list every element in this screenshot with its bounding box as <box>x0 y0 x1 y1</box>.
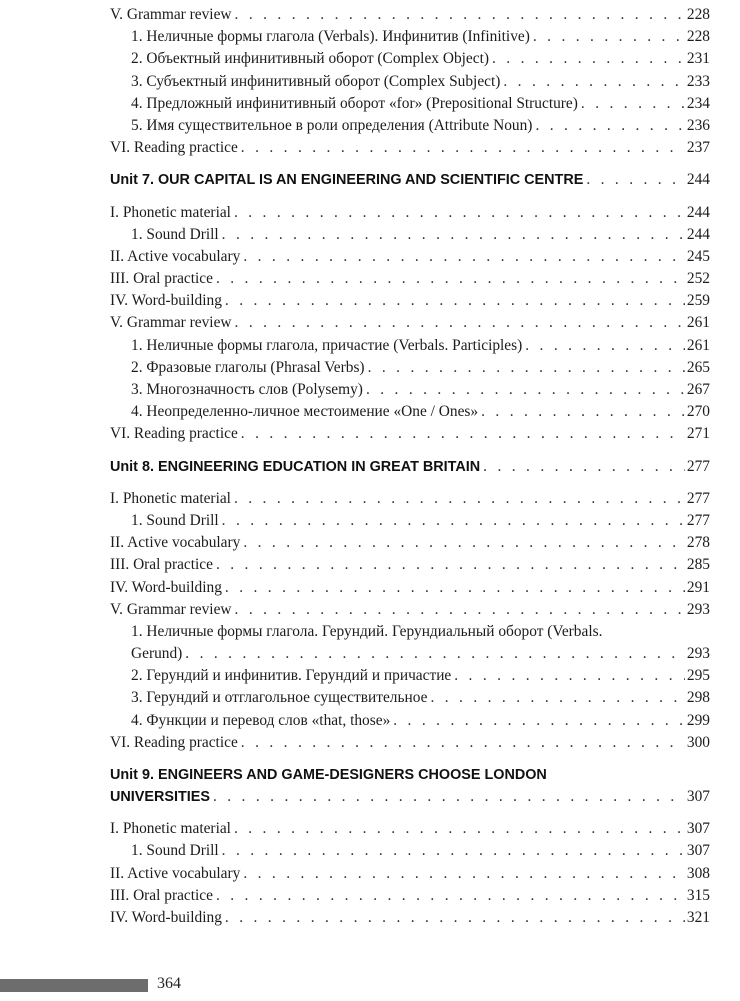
toc-entry-title: 1. Неличные формы глагола, причастие (Verbals. Participles) <box>131 336 523 354</box>
toc-entry-page: 259 <box>686 292 710 310</box>
toc-entry-title: II. Active vocabulary <box>110 534 241 552</box>
toc-entry-page: 321 <box>686 908 710 926</box>
toc-entry-title: Gerund) <box>131 645 183 663</box>
toc-entry-title: IV. Word-building <box>110 578 222 596</box>
toc-entry-page: 237 <box>686 139 710 157</box>
toc-entry[interactable] <box>110 510 710 532</box>
toc-entry[interactable] <box>110 423 710 445</box>
toc-entry-title: 1. Неличные формы глагола. Герундий. Герундиальный оборот (Verbals. <box>131 622 603 640</box>
toc-entry-title: I. Phonetic material <box>110 489 231 507</box>
toc-entry-page: 307 <box>686 842 710 860</box>
toc-entry[interactable] <box>110 312 710 334</box>
toc-entry[interactable] <box>110 732 710 754</box>
toc-entry-page: 261 <box>686 314 710 332</box>
toc-leader-dots <box>586 169 685 191</box>
toc-entry-page: 228 <box>686 6 710 23</box>
toc-entry-page: 291 <box>686 578 710 596</box>
toc-entry-page: 265 <box>686 358 710 376</box>
toc-entry-title: Unit 7. OUR CAPITAL IS AN ENGINEERING AND SCIENTIFIC CENTRE <box>110 172 584 189</box>
toc-entry-page: 244 <box>686 203 710 221</box>
toc-entry-title: VI. Reading practice <box>110 733 238 751</box>
toc-entry-title: Unit 8. ENGINEERING EDUCATION IN GREAT BRITAIN <box>110 458 481 475</box>
toc-entry-page: 307 <box>686 820 710 838</box>
toc-entry-title: 1. Sound Drill <box>131 225 219 243</box>
toc-leader-dots <box>185 643 685 665</box>
toc-entry[interactable] <box>110 863 710 885</box>
unit-heading-title: Unit 9. ENGINEERS AND GAME-DESIGNERS CHOOSE LONDON <box>110 767 547 783</box>
toc-entry-page: 245 <box>686 247 710 265</box>
toc-entry-title: I. Phonetic material <box>110 820 231 838</box>
toc-leader-dots <box>492 48 685 70</box>
toc-entry-page: 278 <box>686 534 710 552</box>
toc-entry-page: 293 <box>686 600 710 618</box>
toc-leader-dots <box>234 202 685 224</box>
toc-entry-page: 271 <box>686 425 710 443</box>
toc-leader-dots <box>216 554 685 576</box>
toc-entry[interactable] <box>110 379 710 401</box>
toc-entry-title: 2. Фразовые глаголы (Phrasal Verbs) <box>131 358 365 376</box>
toc-entry[interactable] <box>110 268 710 290</box>
toc-leader-dots <box>222 224 685 246</box>
toc-entry-title: 3. Субъектный инфинитивный оборот (Complex Subject) <box>131 72 501 90</box>
toc-entry[interactable] <box>110 401 710 423</box>
toc-entry-page: 267 <box>686 381 710 398</box>
toc-leader-dots <box>222 840 685 862</box>
toc-leader-dots <box>225 907 685 929</box>
toc-leader-dots <box>241 137 685 159</box>
toc-leader-dots <box>243 863 685 885</box>
toc-entry-title: III. Oral practice <box>110 556 213 574</box>
toc-entry[interactable] <box>110 840 710 862</box>
toc-entry[interactable] <box>110 885 710 907</box>
toc-entry-page: 298 <box>686 689 710 707</box>
toc-entry[interactable] <box>110 4 710 26</box>
toc-entry-title: V. Grammar review <box>110 6 232 23</box>
toc-entry[interactable] <box>110 710 710 732</box>
toc-entry-page: 231 <box>686 50 710 68</box>
toc-entry-page: 244 <box>686 225 710 243</box>
toc-leader-dots <box>225 290 685 312</box>
toc-entry-page: 244 <box>686 171 710 189</box>
toc-leader-dots <box>483 456 685 478</box>
toc-entry-page: 233 <box>686 72 710 90</box>
toc-entry-wrapped-first[interactable] <box>110 621 710 643</box>
toc-entry-page: 228 <box>686 28 710 46</box>
toc-entry-page: 234 <box>686 94 710 112</box>
toc-entry[interactable] <box>110 554 710 576</box>
toc-entry-title: IV. Word-building <box>110 292 222 310</box>
toc-entry-page: 293 <box>686 645 710 663</box>
toc-entry-title: V. Grammar review <box>110 600 232 618</box>
toc-entry[interactable] <box>110 202 710 224</box>
toc-entry-title: 2. Герундий и инфинитив. Герундий и причастие <box>131 667 452 685</box>
toc-entry[interactable] <box>110 335 710 357</box>
toc-entry[interactable] <box>110 224 710 246</box>
toc-leader-dots <box>454 665 685 687</box>
toc-entry[interactable] <box>110 357 710 379</box>
toc-entry-title: 1. Sound Drill <box>131 511 219 529</box>
toc-leader-dots <box>481 401 685 423</box>
toc-entry-title: UNIVERSITIES <box>110 789 210 805</box>
toc-entry-page: 295 <box>686 667 710 685</box>
toc-entry-title: 1. Sound Drill <box>131 842 219 860</box>
page-number: 364 <box>157 975 181 992</box>
toc-entry-page: 277 <box>686 457 710 475</box>
toc-leader-dots <box>243 246 685 268</box>
toc-entry-title: VI. Reading practice <box>110 139 238 157</box>
toc-entry-page: 252 <box>686 270 710 288</box>
toc-entry[interactable] <box>110 246 710 268</box>
toc-leader-dots <box>225 577 685 599</box>
toc-leader-dots <box>366 379 685 401</box>
toc-leader-dots <box>430 687 684 709</box>
toc-entry-page: 270 <box>686 403 710 421</box>
toc-entry-page: 285 <box>686 556 710 574</box>
toc-leader-dots <box>235 4 685 26</box>
toc-leader-dots <box>533 26 685 48</box>
toc-leader-dots <box>234 488 685 510</box>
toc-entry[interactable] <box>110 643 710 665</box>
toc-entry-page: 236 <box>686 116 710 134</box>
toc-entry-title: 2. Объектный инфинитивный оборот (Complex Object) <box>131 50 489 68</box>
toc-entry[interactable] <box>110 48 710 70</box>
toc-entry-page: 261 <box>686 336 710 354</box>
toc-entry[interactable] <box>110 115 710 137</box>
toc-entry-title: 3. Герундий и отглагольное существительное <box>131 689 428 707</box>
toc-leader-dots <box>525 335 685 357</box>
toc-entry[interactable] <box>110 907 710 929</box>
toc-leader-dots <box>213 786 685 808</box>
toc-entry-page: 299 <box>686 711 710 729</box>
unit-heading-first-line[interactable] <box>110 764 710 786</box>
toc-entry-title: IV. Word-building <box>110 908 222 926</box>
toc-leader-dots <box>235 312 685 334</box>
toc-entry-page: 300 <box>686 733 710 751</box>
toc-entry-title: 3. Многозначность слов (Polysemy) <box>131 381 363 398</box>
toc-leader-dots <box>581 93 685 115</box>
toc-leader-dots <box>216 268 685 290</box>
toc-leader-dots <box>235 599 685 621</box>
toc-leader-dots <box>368 357 685 379</box>
toc-entry-title: II. Active vocabulary <box>110 247 241 265</box>
toc-entry-title: 4. Неопределенно-личное местоимение «One / Ones» <box>131 403 479 421</box>
toc-entry[interactable] <box>110 687 710 709</box>
toc-entry-page: 277 <box>686 511 710 529</box>
table-of-contents <box>110 4 710 929</box>
toc-entry[interactable] <box>110 599 710 621</box>
toc-entry-title: VI. Reading practice <box>110 425 238 443</box>
toc-leader-dots <box>241 423 685 445</box>
toc-entry[interactable] <box>110 71 710 93</box>
toc-entry-title: V. Grammar review <box>110 314 232 332</box>
toc-leader-dots <box>535 115 684 137</box>
toc-entry-page: 277 <box>686 489 710 507</box>
toc-entry-title: 4. Предложный инфинитивный оборот «for» (Prepositional Structure) <box>131 94 578 112</box>
toc-leader-dots <box>503 71 685 93</box>
toc-entry-title: III. Oral practice <box>110 270 213 288</box>
toc-entry[interactable] <box>110 456 710 478</box>
footer-bar <box>0 979 148 992</box>
toc-leader-dots <box>216 885 685 907</box>
toc-entry[interactable] <box>110 577 710 599</box>
toc-entry-page: 315 <box>686 886 710 904</box>
toc-entry-title: 4. Функции и перевод слов «that, those» <box>131 711 391 729</box>
toc-entry[interactable] <box>110 786 710 808</box>
toc-entry[interactable] <box>110 665 710 687</box>
toc-entry[interactable] <box>110 169 710 191</box>
toc-leader-dots <box>241 732 685 754</box>
toc-entry[interactable] <box>110 93 710 115</box>
toc-entry[interactable] <box>110 290 710 312</box>
toc-leader-dots <box>393 710 685 732</box>
toc-entry[interactable] <box>110 532 710 554</box>
toc-entry[interactable] <box>110 137 710 159</box>
toc-entry-page: 308 <box>686 864 710 882</box>
toc-entry-title: 5. Имя существительное в роли определения (Attribute Noun) <box>131 116 533 134</box>
toc-entry[interactable] <box>110 26 710 48</box>
toc-entry-title: 1. Неличные формы глагола (Verbals). Инфинитив (Infinitive) <box>131 28 530 46</box>
toc-entry-page: 307 <box>686 788 710 805</box>
toc-entry-title: I. Phonetic material <box>110 203 231 221</box>
toc-entry-title: III. Oral practice <box>110 886 213 904</box>
toc-entry[interactable] <box>110 818 710 840</box>
toc-leader-dots <box>234 818 685 840</box>
toc-entry-title: II. Active vocabulary <box>110 864 241 882</box>
toc-leader-dots <box>222 510 685 532</box>
toc-leader-dots <box>243 532 685 554</box>
toc-entry[interactable] <box>110 488 710 510</box>
